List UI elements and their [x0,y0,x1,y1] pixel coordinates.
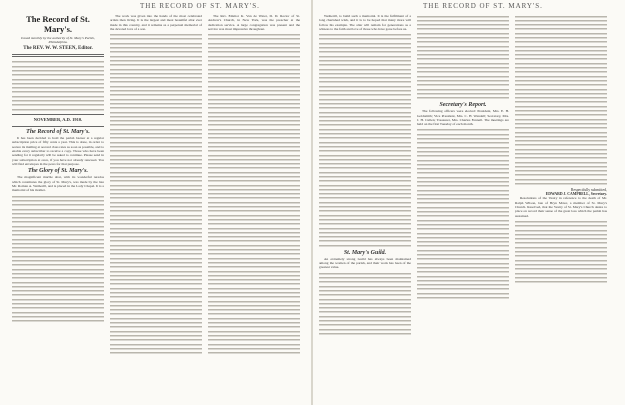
dateline: NOVEMBER, A.D. 1910. [33,117,83,123]
left-col3-lines [208,33,300,355]
right-column-3 [515,14,607,284]
left-column-1 [12,14,104,323]
left-column-2 [110,14,202,355]
left-col2-text: The work was given into the hands of the most celebrated artists then living. It is the largest and most beautiful altar ever made in this country, and it remains as a perpetual memorial of the devoted love of a son. [110,14,202,31]
right-page [313,0,625,405]
record-article-text: It has been decided to hold the parish bazaar at a regular subscription price of fifty cents a year. This is done, in order to secure its mailing at second class rates as soon as possible, and to enable every subscriber to receive a copy. Those who have been sending for it regularly will be asked to continue. Please send in your subscription at once, if you have not already renewed. You will find envelopes in the pews for that purpose. [12,136,104,166]
filler-lines [12,194,104,323]
signature-name: EDWARD J. CAMPBELL, Secretary. [545,192,607,197]
section-title-secretary: Secretary's Report. [439,101,487,108]
secretary-report-text: The following officers were elected: President, Mrs. E. H. Goldsmith; Vice President, Mrs. C. H. Wendell; Secretary, Mrs. J. H. Cullen; Treasurer, Mrs. Charles Fennell. The meetings are held on the first Tuesday of each month. [417,109,509,127]
dateline-rule-top [12,114,104,115]
left-page [0,0,312,405]
masthead-title: The Record of St. Mary's. [26,14,90,34]
right-col3-lines [515,219,607,283]
right-col1-text: Wetherill, to build such a memorial. It is the fulfilment of a long cherished wish, and it is to be hoped that many more will follow his example. The altar will remain for generations as a witness to the faith and love of those who have gone before us. [319,14,411,31]
left-col3-text: The Rev. Emmor K. Van de Water, D. D. Rector of St. Andrew's Church, in New York, was the preacher at the dedication service. A large congregation was present and the service was most impressive throughout. [208,14,300,31]
masthead-notice [12,60,104,112]
guild-article-text: An extremely strong Guild has always been maintained among the women of the parish, and their work has been of the greatest value. [319,256,411,270]
right-column-1 [319,14,411,336]
section-title-record: The Record of St. Mary's. [26,128,90,135]
right-col2-lines [417,128,509,300]
right-column-2 [417,14,509,300]
section-title-glory: The Glory of St. Mary's. [28,168,88,175]
right-running-head: THE RECORD OF ST. MARY'S. [423,2,543,10]
right-col3-lines-top [515,14,607,186]
editor-line: The REV. W. W. STEEN, Editor. [23,45,93,51]
left-running-head: THE RECORD OF ST. MARY'S. [140,2,260,10]
glory-article-text: The magnificent marble altar, with its wonderful reredos which constitutes the glory of St. Mary's, was made by the late Mr. Roman A. Wetherill, and is placed in the Lady Chapel. It is a memorial of his mother. [12,175,104,193]
resolutions-text: Resolutions of the Vestry in reference to the death of Mr. Ralph Wilson, late of Bryn Mawr, a member of St. Mary's Church. Resolved, that the Vestry of St. Mary's Church desire to place on record their sense of the great loss which the parish has sustained. [515,196,607,218]
left-column-3 [208,14,300,355]
section-title-guild: St. Mary's Guild. [343,249,387,256]
right-col2-lines-top [417,14,509,100]
left-col2-lines [110,33,202,355]
masthead-rule [12,54,104,57]
dateline-rule-bottom [12,126,104,127]
signature-line: Respectfully submitted, [570,187,607,192]
masthead-subtitle: Issued monthly by the authority of St. Mary's Parish, Philadelphia. [21,36,95,45]
right-col1-lines [319,33,411,248]
right-col1-lines-2 [319,271,411,335]
